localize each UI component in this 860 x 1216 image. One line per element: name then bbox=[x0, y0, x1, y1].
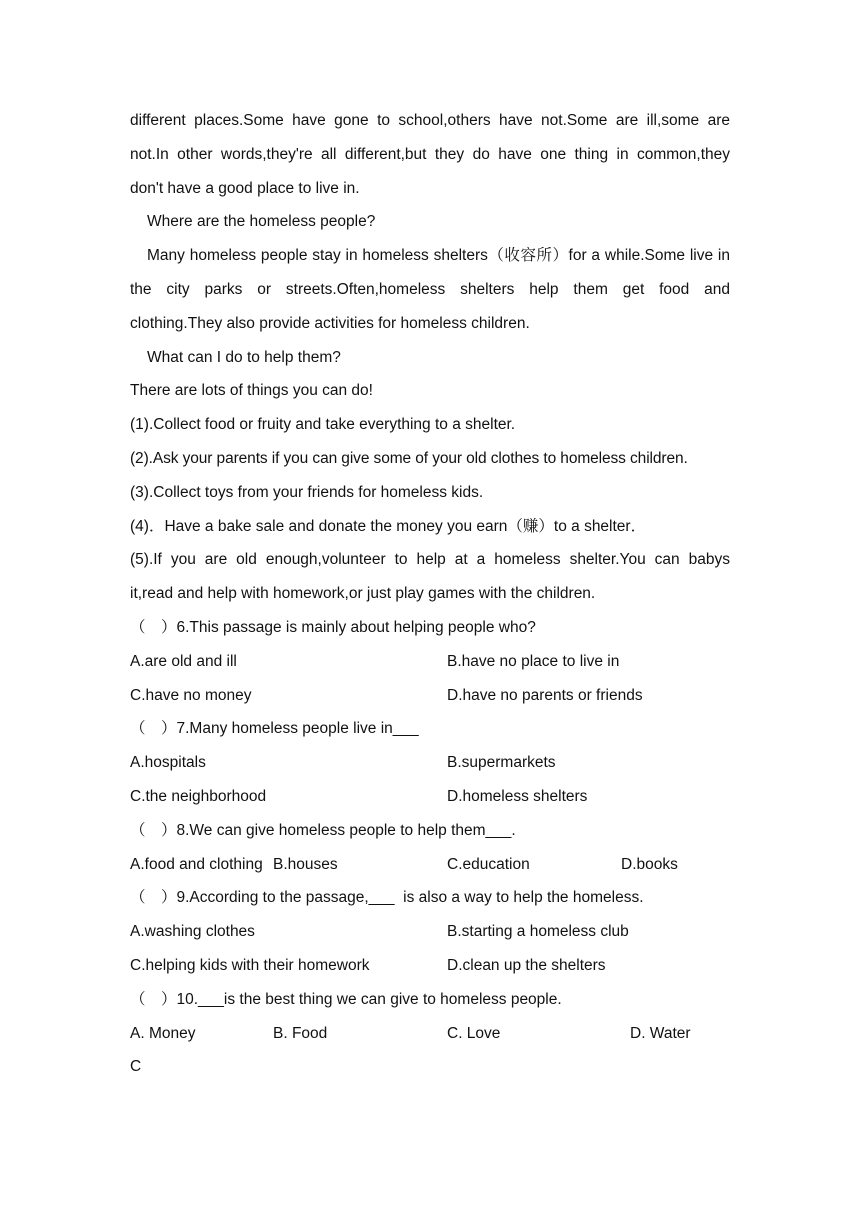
passage-heading: Where are the homeless people? bbox=[147, 213, 376, 231]
option-row bbox=[130, 746, 730, 780]
option-c: C.education bbox=[447, 855, 530, 873]
option-b: B. Food bbox=[273, 1024, 328, 1042]
passage-line: different places.Some have gone to school,others have not.Some are ill,some are bbox=[130, 112, 730, 129]
list-item: (3).Collect toys from your friends for homeless kids. bbox=[130, 483, 484, 501]
option-row bbox=[130, 1017, 730, 1051]
option-row bbox=[130, 915, 730, 949]
option-b: B.supermarkets bbox=[447, 754, 556, 772]
list-item: (4)．Have a bake sale and donate the money you earn（赚）to a shelter． bbox=[130, 517, 647, 535]
option-row bbox=[130, 780, 730, 814]
option-a: A. Money bbox=[130, 1024, 196, 1042]
option-a: A.food and clothing bbox=[130, 855, 263, 873]
passage-line: Many homeless people stay in homeless shelters（收容所）for a while.Some live in bbox=[147, 247, 730, 265]
question-stem: （ ）8.We can give homeless people to help them___. bbox=[130, 821, 516, 839]
question-stem: （ ）10.___is the best thing we can give to homeless people. bbox=[130, 990, 562, 1008]
passage-line: clothing.They also provide activities for homeless children. bbox=[130, 314, 530, 332]
passage-line: don't have a good place to live in. bbox=[130, 179, 360, 197]
option-row bbox=[130, 679, 730, 713]
option-a: A.washing clothes bbox=[130, 923, 255, 941]
option-d: D. Water bbox=[630, 1024, 691, 1042]
list-item: (5).If you are old enough,volunteer to help at a homeless shelter.You can babys bbox=[130, 551, 730, 569]
question-stem: （ ）7.Many homeless people live in___ bbox=[130, 720, 419, 738]
option-d: D.clean up the shelters bbox=[447, 956, 606, 974]
option-d: D.books bbox=[621, 855, 678, 873]
option-row bbox=[130, 848, 730, 882]
question-stem: （ ）9.According to the passage,___ is also a way to help the homeless. bbox=[130, 889, 644, 907]
passage-heading: What can I do to help them? bbox=[147, 348, 341, 366]
option-a: A.hospitals bbox=[130, 754, 206, 772]
option-b: B.starting a homeless club bbox=[447, 923, 629, 941]
option-d: D.have no parents or friends bbox=[447, 686, 643, 704]
option-b: B.have no place to live in bbox=[447, 652, 620, 670]
option-c: C. Love bbox=[447, 1024, 501, 1042]
question-stem: （ ）6.This passage is mainly about helping people who? bbox=[130, 618, 536, 636]
passage-line: the city parks or streets.Often,homeless shelters help them get food and bbox=[130, 280, 730, 298]
option-a: A.are old and ill bbox=[130, 652, 237, 670]
option-c: C.have no money bbox=[130, 686, 252, 704]
list-item: it,read and help with homework,or just play games with the children. bbox=[130, 585, 596, 603]
list-item: (2).Ask your parents if you can give some of your old clothes to homeless children. bbox=[130, 449, 688, 467]
option-c: C.the neighborhood bbox=[130, 787, 267, 805]
option-d: D.homeless shelters bbox=[447, 787, 588, 805]
passage-line: There are lots of things you can do! bbox=[130, 382, 373, 400]
passage-line: not.In other words,they're all different,but they do have one thing in common,they bbox=[130, 145, 730, 163]
list-item: (1).Collect food or fruity and take everything to a shelter. bbox=[130, 416, 516, 434]
option-row bbox=[130, 949, 730, 983]
option-c: C.helping kids with their homework bbox=[130, 956, 370, 974]
section-label: C bbox=[130, 1058, 142, 1076]
option-row bbox=[130, 645, 730, 679]
option-b: B.houses bbox=[273, 855, 338, 873]
document-page bbox=[130, 104, 730, 1084]
